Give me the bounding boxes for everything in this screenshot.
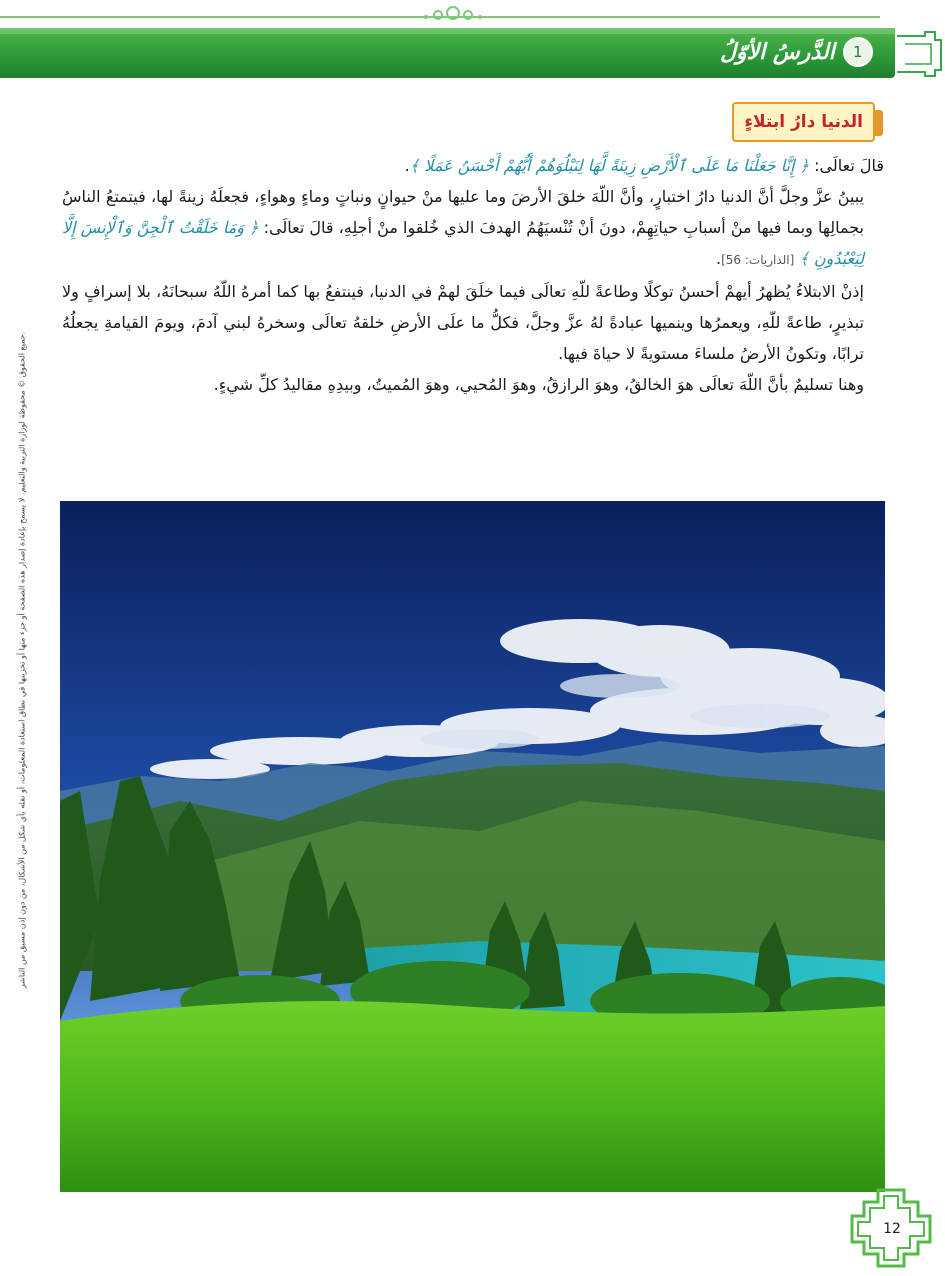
copyright-side-note <box>14 300 30 1020</box>
paragraph-trial <box>62 276 884 369</box>
quran-verse-2: ﴿ وَمَا خَلَقْتُ ٱلْجِنَّ وَٱلْإِنسَ إِلَّا لِيَعْبُدُونِ ﴾ <box>62 218 864 268</box>
section-title: الدنيا دارُ ابتلاءٍ <box>744 112 863 132</box>
quran-verse-1: ﴿ إِنَّا جَعَلْنَا مَا عَلَى ٱلْأَرْضِ زِينَةً لَّهَا لِنَبْلُوَهُمْ أَيُّهُمْ أَحْسَنُ عَمَلًا ﴾ <box>409 156 810 175</box>
verse-reference: [الذاريات: 56] <box>721 253 795 267</box>
verse-intro-text: قالَ تعالَى: <box>809 156 884 175</box>
trial-text: إذنْ الابتلاءُ يُظهرُ أيهمْ أحسنُ توكلًا وطاعةً للّهِ تعالَى فيما خلَقَ لهمْ في الدنيا، فينتفعُ بها كما أمرهُ اللّهُ سبحانَهُ، بلا إسرافٍ ولا تبذيرٍ، طاعةً للّهِ، ويعمرُها وينميها عبادةً لهُ عزَّ وجلَّ، فكلُّ ما علَى الأرضِ خلقهُ تعالَى وسخرهُ لبني آدمَ، ويومَ القيامةِ يجعلُهُ ترابًا، وتكونُ الأرضُ ملساءَ مستويةً لا حياةَ فيها. <box>62 282 864 363</box>
verse-end-2: . <box>716 249 722 268</box>
landscape-photo <box>60 501 885 1192</box>
header-frame-ornament-icon <box>895 30 945 78</box>
explanation-text: يبينُ عزَّ وجلَّ أنَّ الدنيا دارُ اختبارٍ، وأنَّ اللّهَ خلقَ الأرضَ وما عليها منْ حيوانٍ ونباتٍ وماءٍ وهواءٍ، فجعلَهُ زينةً لها، فيتمتعُ الناسُ بجمالِها وبما فيها منْ أسبابِ حياتِهِمْ، دونَ أنْ تُنْسيَهُمُ الهدفَ الذي خُلقوا منْ أجلِهِ، قالَ تعالَى: <box>62 187 865 237</box>
paragraph-verse-intro <box>62 150 884 181</box>
verse-end-1: . <box>404 156 410 175</box>
submission-text: وهنا تسليمٌ بأنَّ اللّهَ تعالَى هوَ الخالقُ، وهوَ الرازقُ، وهوَ المُحيي، وهوَ المُميتُ، وبيدِهِ مقاليدُ كلِّ شيءٍ. <box>213 375 864 394</box>
lesson-body <box>62 150 884 400</box>
lesson-label: الدَّرسُ الأوّلُ <box>720 39 835 65</box>
header-ornament-icon <box>418 2 488 24</box>
copyright-text: جميع الحقوق © محفوظة لوزارة التربية والتعليم. لا يسمح بإعادة إصدار هذه الصفحة أو جزء منها أو تخزينها في نطاق استعادة المعلومات، أو نقله بأي شكل من الأشكال، من دون إذن مسبق من الناشر. <box>17 331 27 989</box>
paragraph-explanation <box>62 181 884 276</box>
paragraph-submission <box>62 369 884 400</box>
page-number: 12 <box>878 1218 906 1240</box>
lesson-number-badge: 1 <box>843 37 873 67</box>
lesson-title <box>720 34 880 70</box>
section-heading <box>732 102 875 142</box>
